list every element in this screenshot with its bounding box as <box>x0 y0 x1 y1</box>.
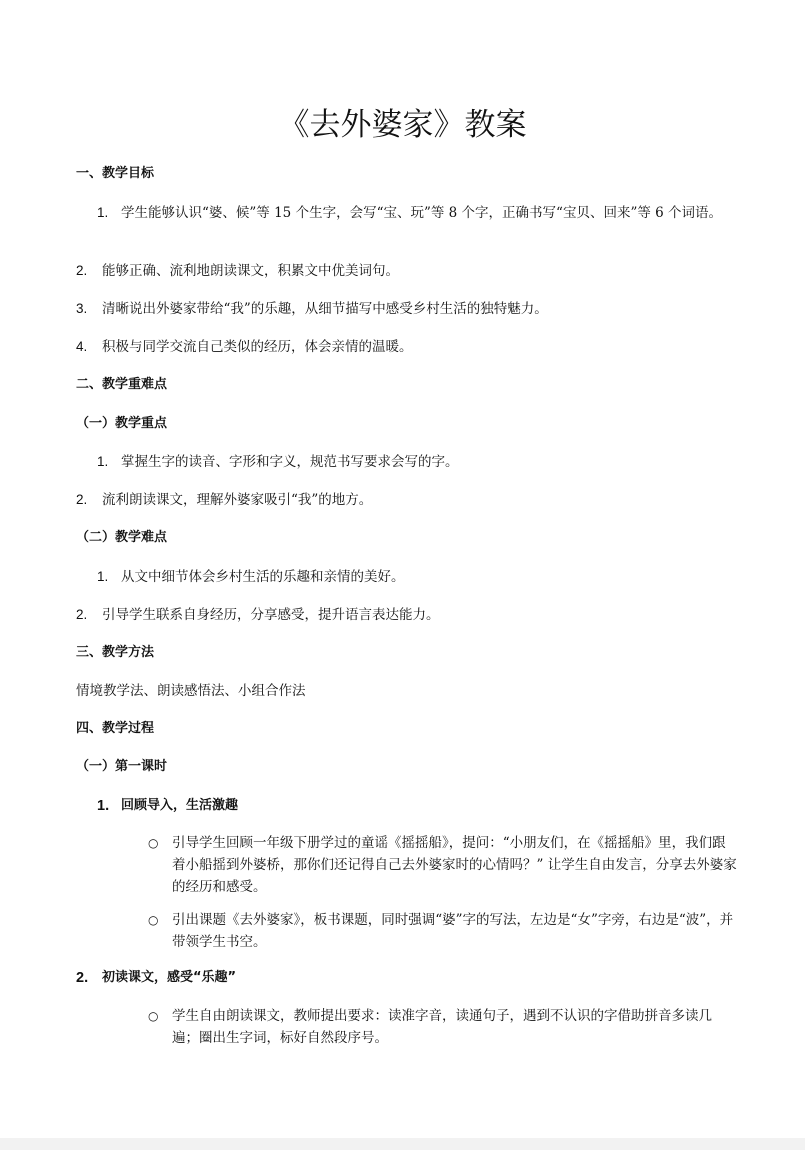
objective-number: 2. <box>76 263 88 278</box>
difficulty-text: 引导学生联系自身经历，分享感受，提升语言表达能力。 <box>102 607 440 623</box>
circle-bullet-icon: ○ <box>148 913 159 927</box>
methods-text: 情境教学法、朗读感悟法、小组合作法 <box>76 683 306 699</box>
objective-text: 清晰说出外婆家带给“我”的乐趣，从细节描写中感受乡村生活的独特魅力。 <box>102 301 548 317</box>
step-bullet-text: 引出课题《去外婆家》，板书课题，同时强调“婆”字的写法，左边是“女”字旁，右边是“波”，并带领学生书空。 <box>172 912 734 950</box>
step-title: 初读课文，感受“乐趣” <box>102 970 237 985</box>
focus-text: 流利朗读课文，理解外婆家吸引“我”的地方。 <box>102 492 373 508</box>
subheading-focus: （一）教学重点 <box>76 416 168 431</box>
step-title: 回顾导入，生活激趣 <box>121 798 239 813</box>
step-bullet-text: 学生自由朗读课文，教师提出要求：读准字音，读通句子，遇到不认识的字借助拼音多读几遍；圈出生字词，标好自然段序号。 <box>172 1008 712 1046</box>
focus-number: 2. <box>76 492 88 507</box>
focus-text: 掌握生字的读音、字形和字义，规范书写要求会写的字。 <box>121 454 459 470</box>
objective-number: 3. <box>76 301 88 316</box>
circle-bullet-icon: ○ <box>148 1009 159 1023</box>
step-number: 1. <box>97 798 110 814</box>
section-heading-process: 四、教学过程 <box>76 721 155 736</box>
objective-text: 积极与同学交流自己类似的经历，体会亲情的温暖。 <box>102 339 413 355</box>
objective-number: 1. <box>97 205 109 220</box>
section-heading-key-points: 二、教学重难点 <box>76 377 168 392</box>
difficulty-text: 从文中细节体会乡村生活的乐趣和亲情的美好。 <box>121 569 405 585</box>
objective-number: 4. <box>76 339 88 354</box>
section-heading-objectives: 一、教学目标 <box>76 166 155 181</box>
section-heading-methods: 三、教学方法 <box>76 645 155 660</box>
objective-text: 能够正确、流利地朗读课文，积累文中优美词句。 <box>102 263 399 279</box>
subheading-lesson-1: （一）第一课时 <box>76 759 168 774</box>
step-bullet-text: 引导学生回顾一年级下册学过的童谣《摇摇船》，提问：“小朋友们，在《摇摇船》里，我们跟着小船摇到外婆桥，那你们还记得自己去外婆家时的心情吗？” 让学生自由发言，分享去外婆家的经历和感受。 <box>172 835 737 895</box>
difficulty-number: 2. <box>76 607 88 622</box>
document-title: 《去外婆家》教案 <box>278 107 527 143</box>
subheading-difficulty: （二）教学难点 <box>76 530 168 545</box>
objective-text: 学生能够认识“婆、候”等 15 个生字，会写“宝、玩”等 8 个字，正确书写“宝贝、回来”等 6 个词语。 <box>121 205 723 221</box>
step-number: 2. <box>76 970 89 986</box>
focus-number: 1. <box>97 454 109 469</box>
circle-bullet-icon: ○ <box>148 836 159 850</box>
difficulty-number: 1. <box>97 569 109 584</box>
